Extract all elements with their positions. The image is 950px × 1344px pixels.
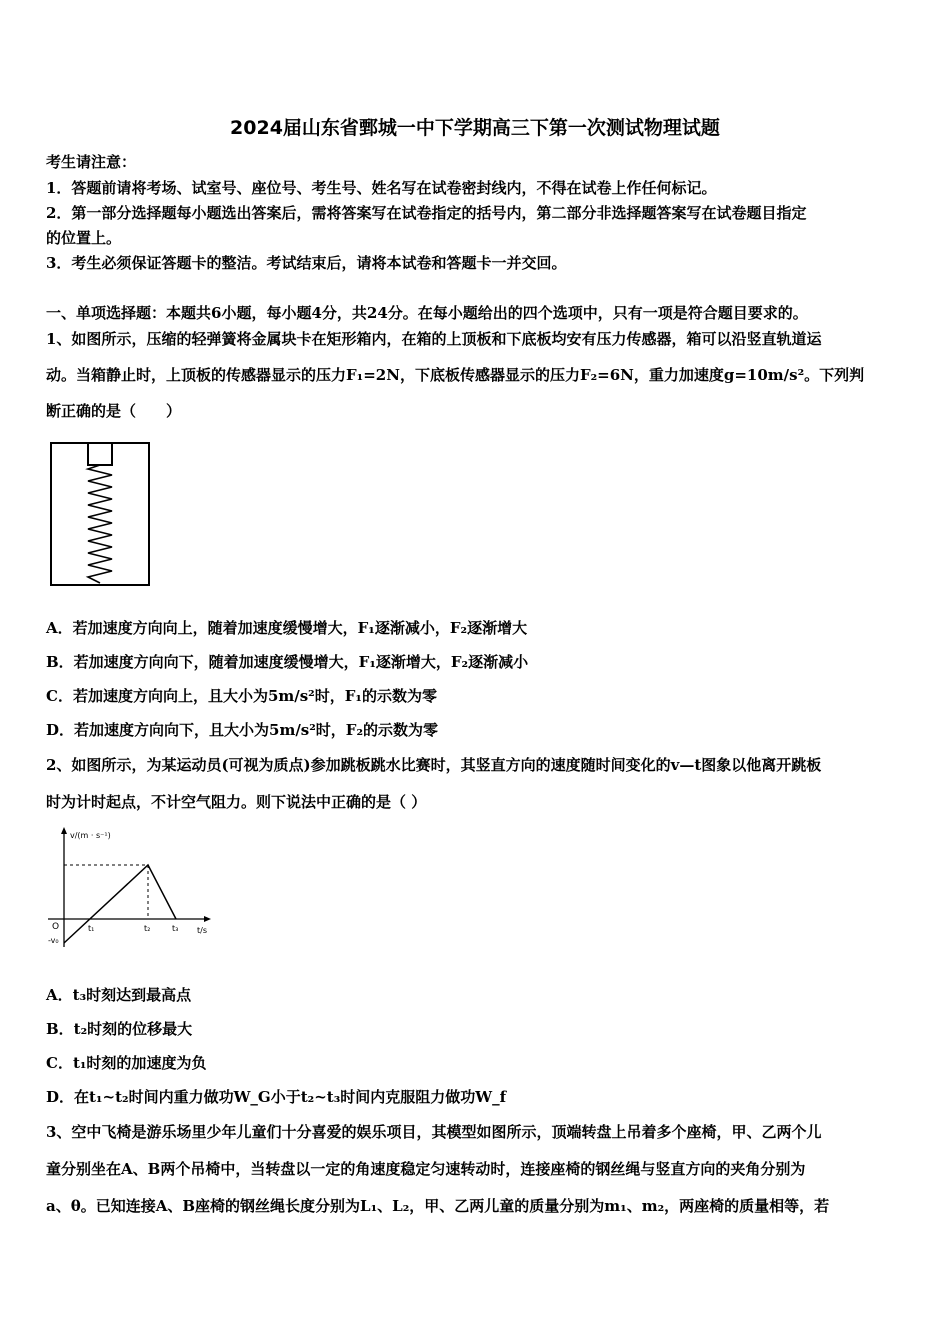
- page-title: 2024届山东省鄄城一中下学期高三下第一次测试物理试题: [230, 117, 720, 139]
- metal-block: [88, 443, 112, 465]
- t-axis-label: t/s: [197, 926, 207, 935]
- v-axis-label: v/(m · s⁻¹): [70, 831, 111, 840]
- q2-option-d: D．在t₁~t₂时间内重力做功W_G小于t₂~t₃时间内克服阻力做功W_f: [46, 1088, 507, 1106]
- notice-item-1: 1．答题前请将考场、试室号、座位号、考生号、姓名写在试卷密封线内，不得在试卷上作任何标记。: [46, 179, 717, 197]
- q1-option-c: C．若加速度方向向上，且大小为5m/s²时，F₁的示数为零: [46, 687, 437, 705]
- q3-line-3: a、θ。已知连接A、B座椅的钢丝绳长度分别为L₁、L₂，甲、乙两儿童的质量分别为m₁、m₂，两座椅的质量相等，若: [46, 1197, 830, 1215]
- q1-line-2: 动。当箱静止时，上顶板的传感器显示的压力F₁=2N，下底板传感器显示的压力F₂=6N，重力加速度g=10m/s²。下列判: [46, 366, 865, 384]
- origin-label: O: [52, 922, 60, 932]
- t1-label: t₁: [88, 924, 95, 933]
- notice-item-2: 2．第一部分选择题每小题选出答案后，需将答案写在试卷指定的括号内，第二部分非选择题答案写在试卷题目指定: [46, 204, 807, 222]
- t-axis-arrow: [204, 916, 211, 922]
- v-t-line: [64, 865, 179, 943]
- q1-option-d: D．若加速度方向向下，且大小为5m/s²时，F₂的示数为零: [46, 721, 439, 739]
- q2-option-c: C．t₁时刻的加速度为负: [46, 1054, 207, 1072]
- q1-option-b: B．若加速度方向向下，随着加速度缓慢增大，F₁逐渐增大，F₂逐渐减小: [46, 653, 529, 671]
- q3-line-2: 童分别坐在A、B两个吊椅中，当转盘以一定的角速度稳定匀速转动时，连接座椅的钢丝绳与竖直方向的夹角分别为: [46, 1160, 806, 1178]
- section-heading: 一、单项选择题：本题共6小题，每小题4分，共24分。在每小题给出的四个选项中，只有一项是符合题目要求的。: [46, 304, 808, 322]
- v-axis-arrow: [61, 827, 67, 834]
- velocity-time-graph: [44, 825, 216, 955]
- t2-label: t₂: [144, 924, 151, 933]
- q1-line-3: 断正确的是（ ）: [46, 402, 182, 420]
- q1-line-1: 1、如图所示，压缩的轻弹簧将金属块卡在矩形箱内，在箱的上顶板和下底板均安有压力传感器，箱可以沿竖直轨道运: [46, 330, 822, 348]
- q3-line-1: 3、空中飞椅是游乐场里少年儿童们十分喜爱的娱乐项目，其模型如图所示，顶端转盘上吊着多个座椅，甲、乙两个儿: [46, 1123, 822, 1141]
- compressed-spring: [88, 465, 112, 583]
- notice-heading: 考生请注意：: [46, 153, 137, 171]
- t3-label: t₃: [172, 924, 179, 933]
- notice-item-3: 3．考生必须保证答题卡的整洁。考试结束后，请将本试卷和答题卡一并交回。: [46, 254, 567, 272]
- notice-item-2-cont: 的位置上。: [46, 229, 122, 247]
- q2-line-1: 2、如图所示，为某运动员(可视为质点)参加跳板跳水比赛时，其竖直方向的速度随时间变化的v—t图象以他离开跳板: [46, 756, 822, 774]
- spring-box-figure: [48, 440, 152, 590]
- q2-option-a: A．t₃时刻达到最高点: [46, 986, 192, 1004]
- v0-label: -v₀: [48, 936, 59, 945]
- q1-option-a: A．若加速度方向向上，随着加速度缓慢增大，F₁逐渐减小，F₂逐渐增大: [46, 619, 528, 637]
- q2-line-2: 时为计时起点，不计空气阻力。则下说法中正确的是（ ）: [46, 793, 427, 811]
- q2-option-b: B．t₂时刻的位移最大: [46, 1020, 193, 1038]
